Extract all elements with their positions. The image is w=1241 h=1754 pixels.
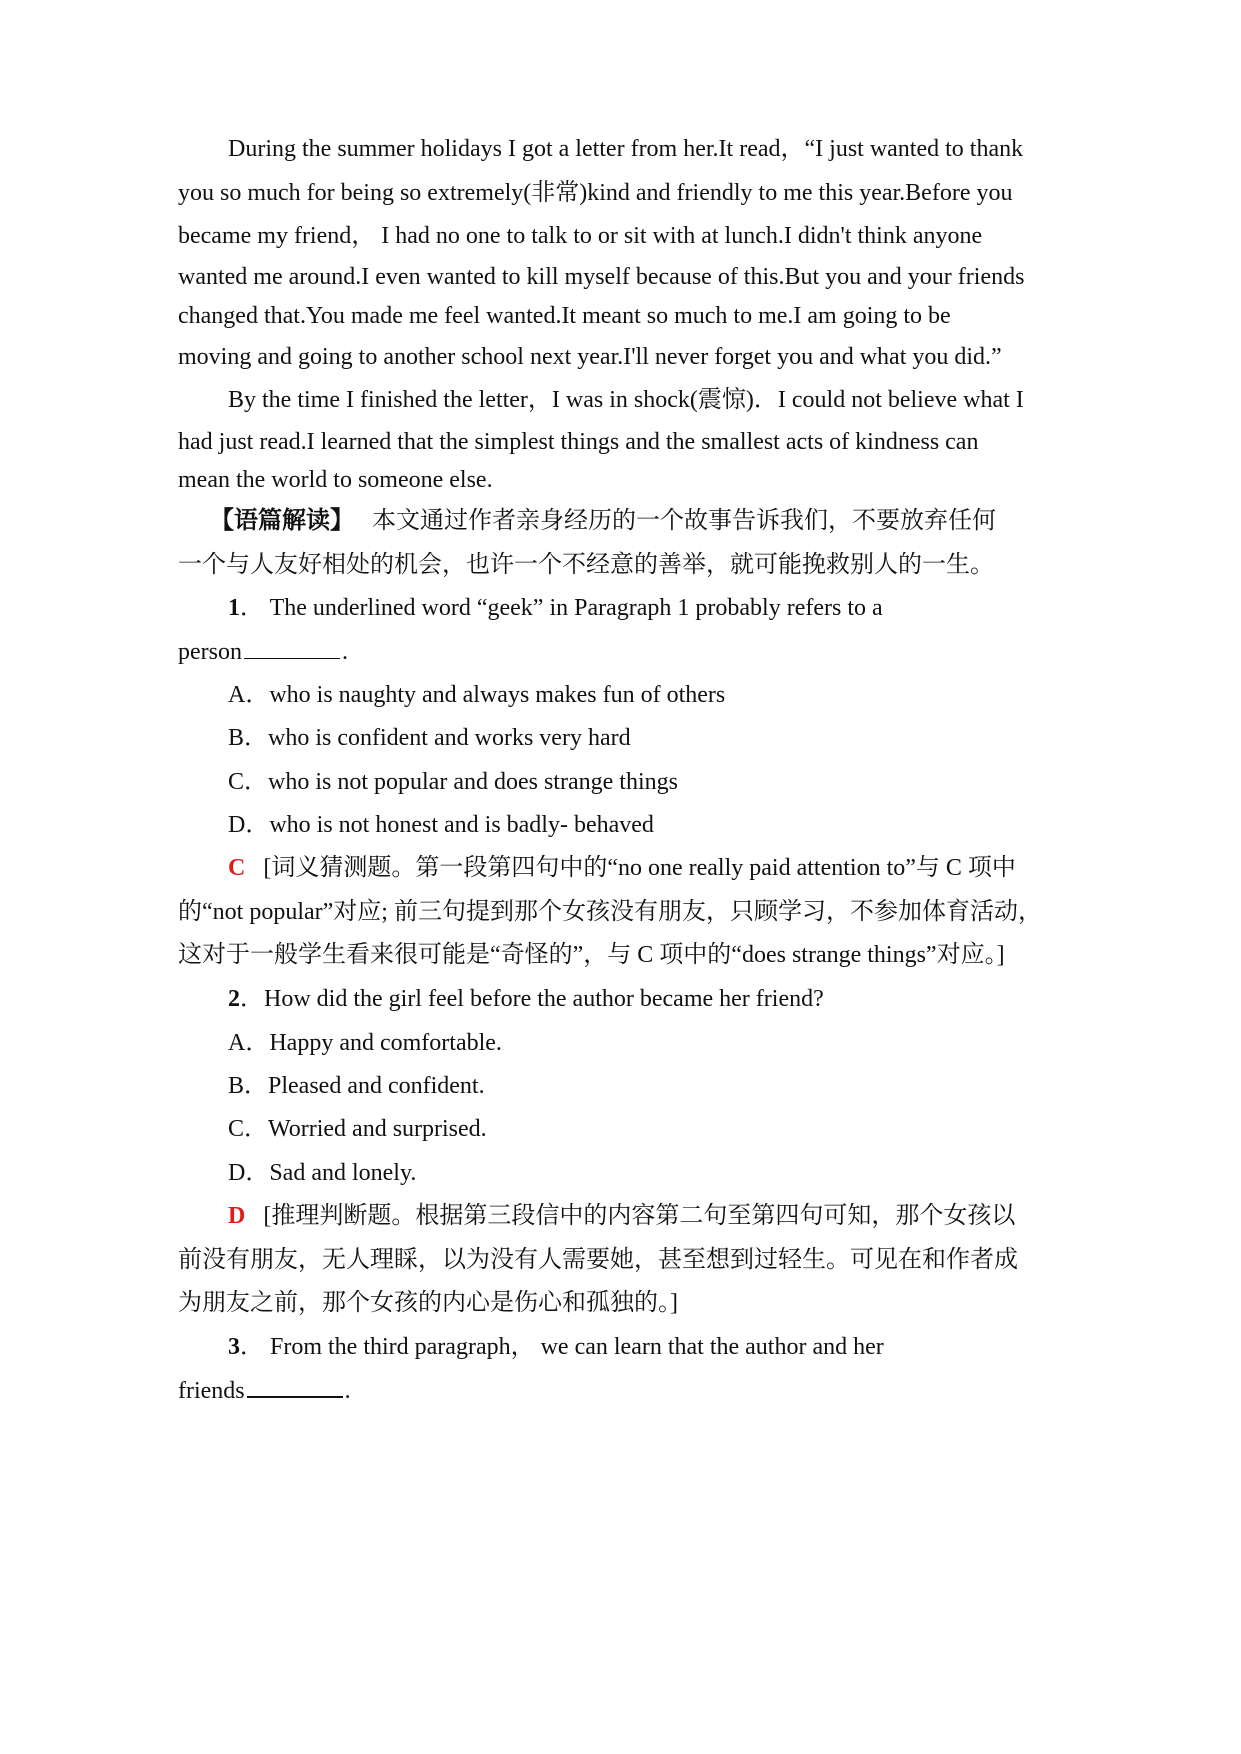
question-text: ． From the third paragraph， we can learn that the author and her <box>240 1334 884 1360</box>
explanation-line: 的“not popular”对应; 前三句提到那个女孩没有朋友，只顾学习，不参加体育活动， <box>178 899 1042 925</box>
letter-line: became my friend， I had no one to talk to or sit with at lunch.I didn't think anyone <box>178 223 983 249</box>
option-b: B．Pleased and confident. <box>228 1073 485 1099</box>
question-text: ．How did the girl feel before the author became her friend? <box>240 986 824 1012</box>
question-2-stem <box>228 984 1064 1014</box>
answer-explanation <box>228 1201 1064 1231</box>
option-b: B．who is confident and works very hard <box>228 725 631 751</box>
answer-letter: D <box>228 1203 246 1229</box>
analysis-label: 【语篇解读】 <box>210 508 354 534</box>
option-a: A．who is naughty and always makes fun of others <box>228 682 726 708</box>
question-text: person <box>178 639 242 665</box>
question-number: 1 <box>228 595 240 621</box>
answer-explanation <box>228 853 1064 883</box>
question-number: 2 <box>228 986 240 1012</box>
question-1-stem-cont <box>178 637 1064 667</box>
question-number: 3 <box>228 1334 240 1360</box>
option-a: A．Happy and comfortable. <box>228 1030 502 1056</box>
option-d: D．who is not honest and is badly- behaved <box>228 812 654 838</box>
explanation-line: 前没有朋友，无人理睬，以为没有人需要她，甚至想到过轻生。可见在和作者成 <box>178 1247 1018 1273</box>
question-3-stem <box>228 1332 1064 1362</box>
question-3-stem-cont <box>178 1376 1064 1406</box>
paragraph-line: had just read.I learned that the simplest things and the smallest acts of kindness can <box>178 429 979 455</box>
analysis-line: 一个与人友好相处的机会，也许一个不经意的善举，就可能挽救别人的一生。 <box>178 552 994 578</box>
letter-line: moving and going to another school next year.I'll never forget you and what you did.” <box>178 344 1002 370</box>
explanation-text: [词义猜测题。第一段第四句中的“no one really paid attention to”与 C 项中 <box>263 855 1016 881</box>
answer-letter: C <box>228 855 246 881</box>
letter-line: changed that.You made me feel wanted.It meant so much to me.I am going to be <box>178 303 951 329</box>
letter-line: wanted me around.I even wanted to kill myself because of this.But you and your friends <box>178 264 1025 290</box>
answer-blank <box>247 1376 343 1398</box>
analysis-line <box>210 506 1064 536</box>
answer-blank <box>244 638 340 659</box>
question-text: ． The underlined word “geek” in Paragraph 1 probably refers to a <box>240 595 883 621</box>
paragraph-line: mean the world to someone else. <box>178 467 493 493</box>
option-d: D．Sad and lonely. <box>228 1160 417 1186</box>
option-c: C．who is not popular and does strange things <box>228 769 678 795</box>
analysis-text: 本文通过作者亲身经历的一个故事告诉我们，不要放弃任何 <box>372 508 996 534</box>
paragraph-line: By the time I finished the letter，I was in shock(震惊)．I could not believe what I <box>228 387 1024 413</box>
explanation-line: 这对于一般学生看来很可能是“奇怪的”，与 C 项中的“does strange things”对应。] <box>178 942 1005 968</box>
question-end: . <box>341 639 348 665</box>
explanation-line: 为朋友之前，那个女孩的内心是伤心和孤独的。] <box>178 1290 678 1316</box>
option-c: C．Worried and surprised. <box>228 1116 487 1142</box>
question-text: friends <box>178 1378 245 1404</box>
letter-line: you so much for being so extremely(非常)kind and friendly to me this year.Before you <box>178 180 1013 206</box>
explanation-text: [推理判断题。根据第三段信中的内容第二句至第四句可知，那个女孩以 <box>263 1203 1016 1229</box>
letter-line: During the summer holidays I got a letter from her.It read，“I just wanted to thank <box>228 136 1024 162</box>
question-1-stem <box>228 593 1064 623</box>
question-end: . <box>344 1378 351 1404</box>
